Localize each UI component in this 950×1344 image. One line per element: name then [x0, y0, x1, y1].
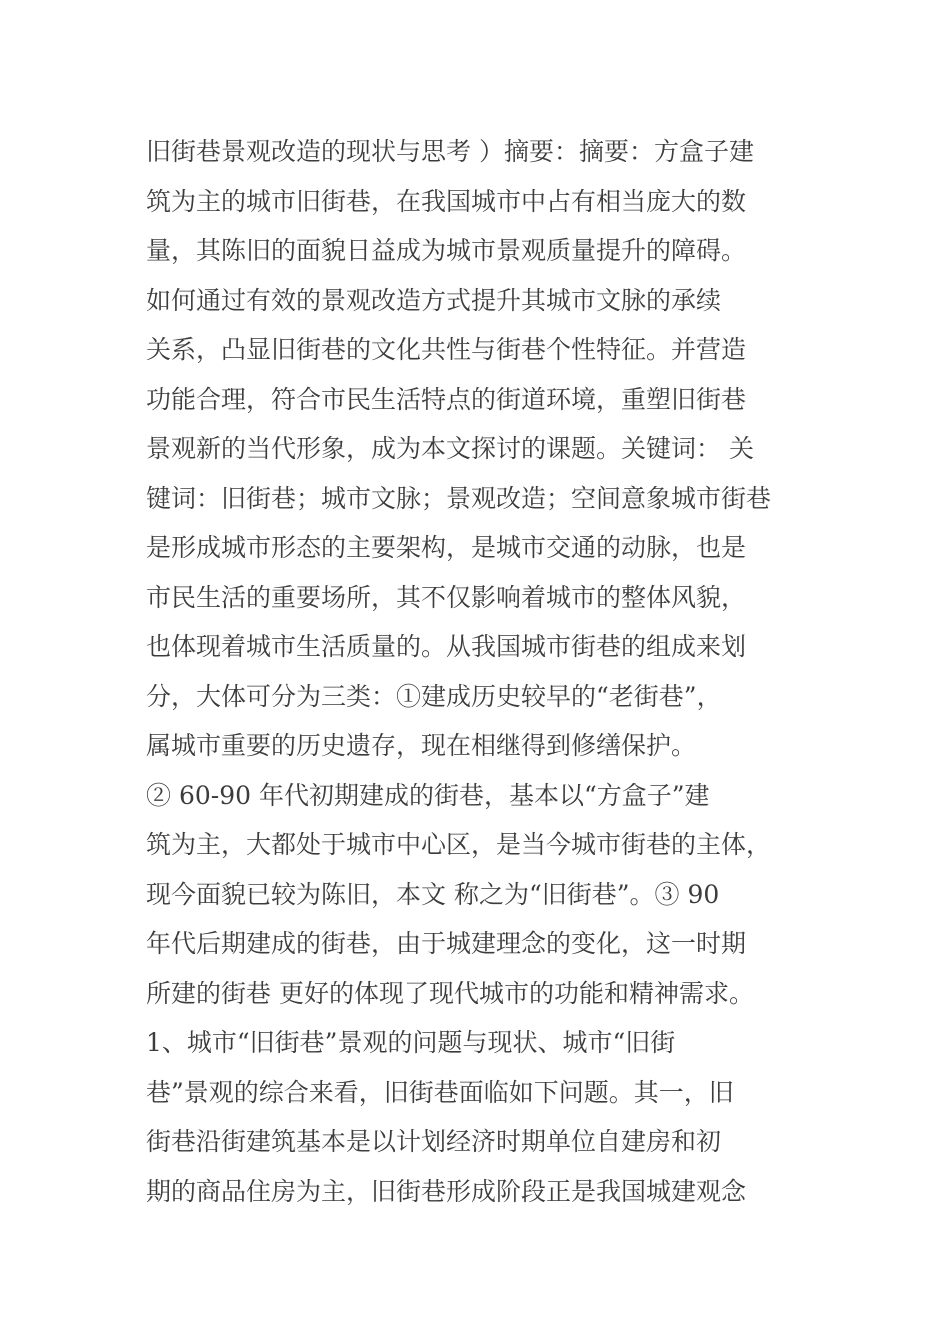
text-line-16: 现今面貌已较为陈旧，本文 称之为“旧街巷”。③ 90 [146, 879, 720, 909]
text-line-21: 街巷沿街建筑基本是以计划经济时期单位自建房和初 [146, 1127, 722, 1156]
text-line-18: 所建的街巷 更好的体现了现代城市的功能和精神需求。 [146, 978, 754, 1008]
text-line-17: 年代后期建成的街巷，由于城建理念的变化，这一时期 [146, 929, 747, 958]
text-line-20: 巷”景观的综合来看，旧街巷面临如下问题。其一，旧 [146, 1077, 734, 1107]
text-line-14: ② 60-90 年代初期建成的街巷，基本以“方盒子”建 [146, 780, 710, 810]
text-line-15: 筑为主，大都处于城市中心区，是当今城市街巷的主体， [146, 830, 772, 859]
text-line-8: 键词：旧街巷；城市文脉；景观改造；空间意象城市街巷 [146, 483, 772, 513]
text-line-4: 如何通过有效的景观改造方式提升其城市文脉的承续 [146, 285, 722, 315]
text-line-12: 分，大体可分为三类：①建成历史较早的“老街巷”， [146, 681, 722, 711]
text-line-7: 景观新的当代形象，成为本文探讨的课题。关键词： 关 [146, 434, 754, 463]
text-line-13: 属城市重要的历史遗存，现在相继得到修缮保护。 [146, 731, 697, 760]
text-line-3: 量，其陈旧的面貌日益成为城市景观质量提升的障碍。 [146, 236, 747, 265]
text-line-6: 功能合理，符合市民生活特点的街道环境，重塑旧街巷 [146, 384, 747, 414]
text-line-10: 市民生活的重要场所，其不仅影响着城市的整体风貌， [146, 582, 747, 612]
text-line-22: 期的商品住房为主，旧街巷形成阶段正是我国城建观念 [146, 1176, 747, 1206]
body-text [146, 127, 816, 1216]
text-line-1: 旧街巷景观改造的现状与思考 ）摘要：摘要：方盒子建 [146, 137, 754, 166]
text-line-2: 筑为主的城市旧街巷，在我国城市中占有相当庞大的数 [146, 186, 747, 216]
text-line-5: 关系，凸显旧街巷的文化共性与街巷个性特征。并营造 [146, 335, 747, 364]
text-line-11: 也体现着城市生活质量的。从我国城市街巷的组成来划 [146, 632, 747, 661]
text-line-19: 1、城市“旧街巷”景观的问题与现状、城市“旧街 [146, 1028, 676, 1057]
text-line-9: 是形成城市形态的主要架构，是城市交通的动脉，也是 [146, 533, 747, 562]
